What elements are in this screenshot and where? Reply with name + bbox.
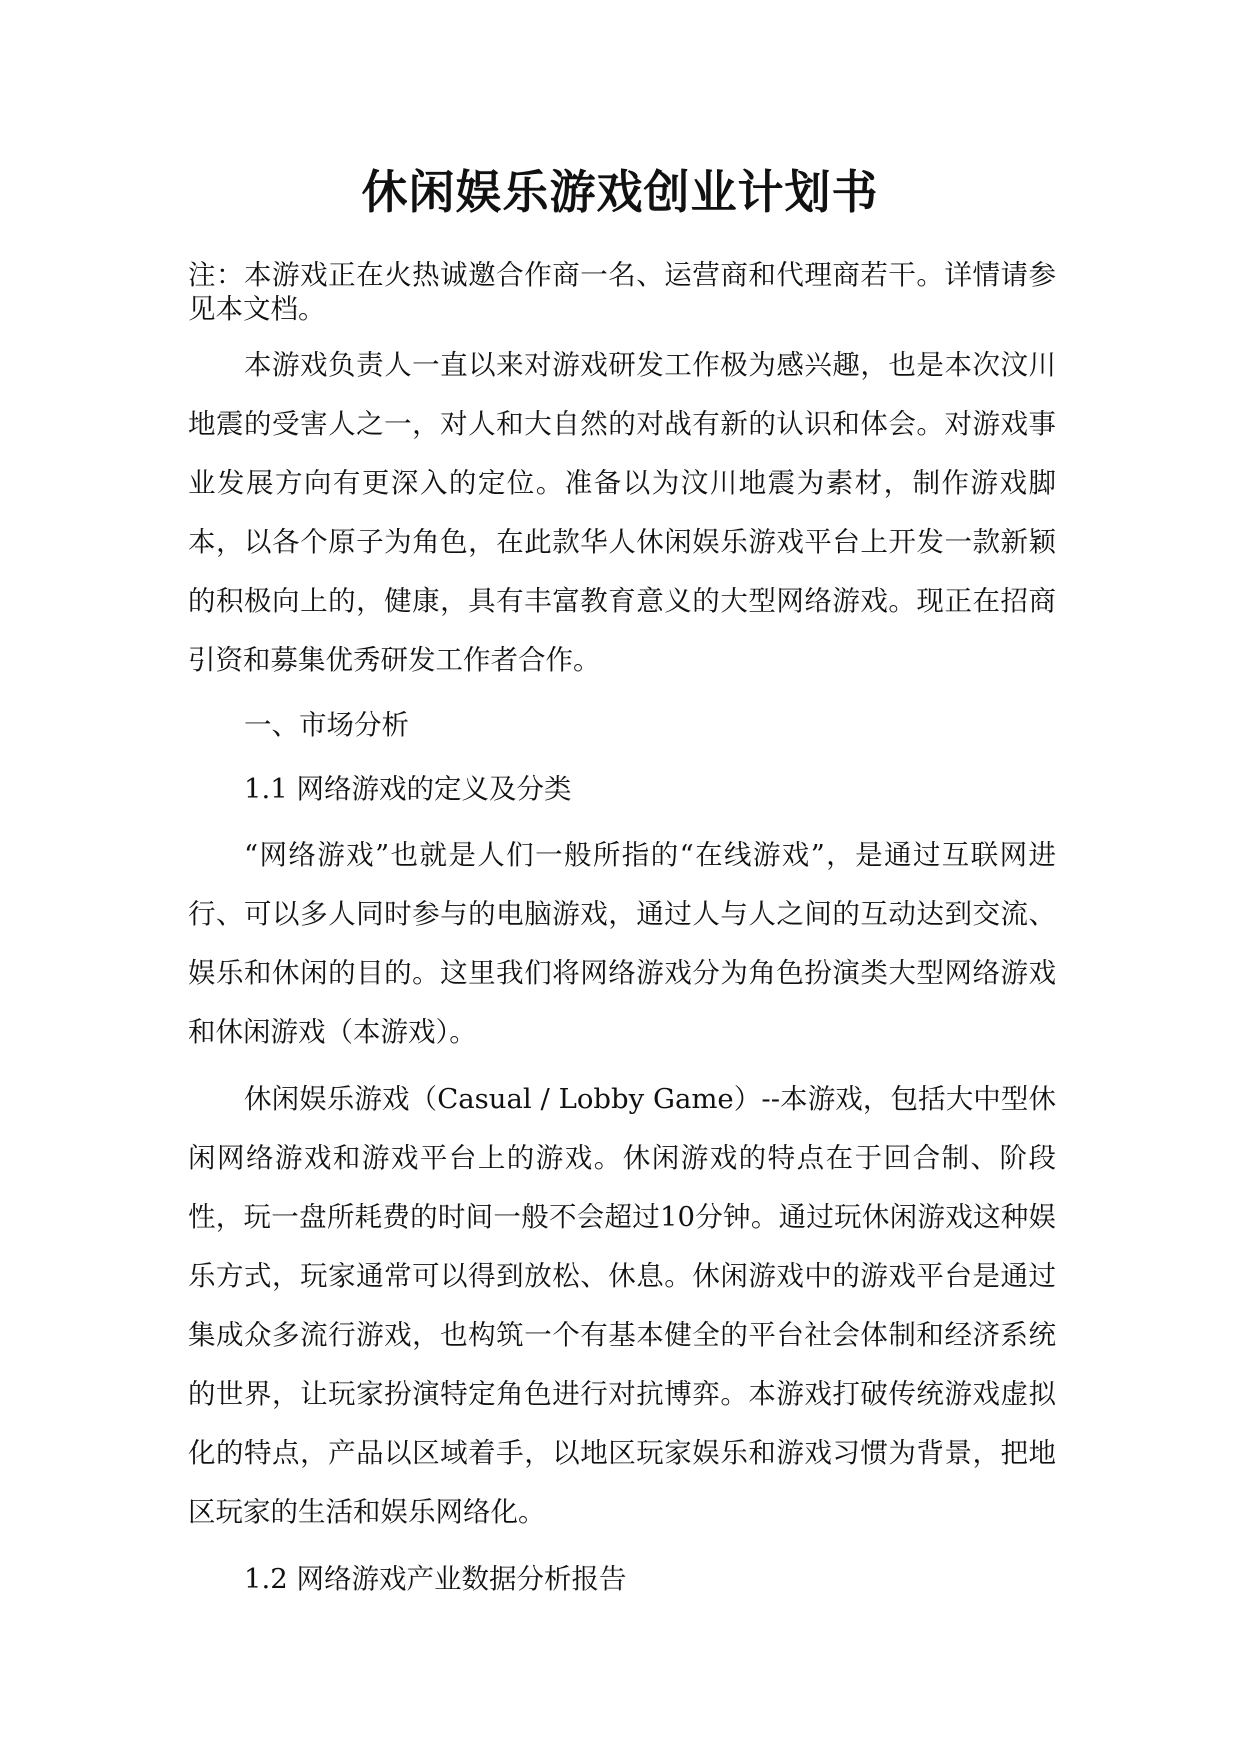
intro-paragraph: 本游戏负责人一直以来对游戏研发工作极为感兴趣，也是本次汶川地震的受害人之一，对人和大自然的对战有新的认识和体会。对游戏事业发展方向有更深入的定位。准备以为汶川地震为素材，制作游戏脚本，以各个原子为角色，在此款华人休闲娱乐游戏平台上开发一款新颖的积极向上的，健康，具有丰富教育意义的大型网络游戏。现正在招商引资和募集优秀研发工作者合作。	[188, 349, 1056, 676]
document-body	[188, 258, 1056, 1609]
document-title: 休闲娱乐游戏创业计划书	[361, 165, 879, 219]
subsection-heading-1-2: 1.2 网络游戏产业数据分析报告	[244, 1563, 627, 1595]
subsection-heading-1-1: 1.1 网络游戏的定义及分类	[244, 773, 572, 805]
section-heading-market-analysis: 一、市场分析	[244, 709, 409, 741]
note-paragraph: 注：本游戏正在火热诚邀合作商一名、运营商和代理商若干。详情请参见本文档。	[188, 259, 1056, 325]
definition-paragraph: “网络游戏”也就是人们一般所指的“在线游戏”，是通过互联网进行、可以多人同时参与的电脑游戏，通过人与人之间的互动达到交流、娱乐和休闲的目的。这里我们将网络游戏分为角色扮演类大型网络游戏和休闲游戏（本游戏）。	[188, 839, 1056, 1048]
casual-game-paragraph: 休闲娱乐游戏（Casual / Lobby Game）--本游戏，包括大中型休闲网络游戏和游戏平台上的游戏。休闲游戏的特点在于回合制、阶段性，玩一盘所耗费的时间一般不会超过10分钟。通过玩休闲游戏这种娱乐方式，玩家通常可以得到放松、休息。休闲游戏中的游戏平台是通过集成众多流行游戏，也构筑一个有基本健全的平台社会体制和经济系统的世界，让玩家扮演特定角色进行对抗博弈。本游戏打破传统游戏虚拟化的特点，产品以区域着手，以地区玩家娱乐和游戏习惯为背景，把地区玩家的生活和娱乐网络化。	[188, 1083, 1056, 1528]
